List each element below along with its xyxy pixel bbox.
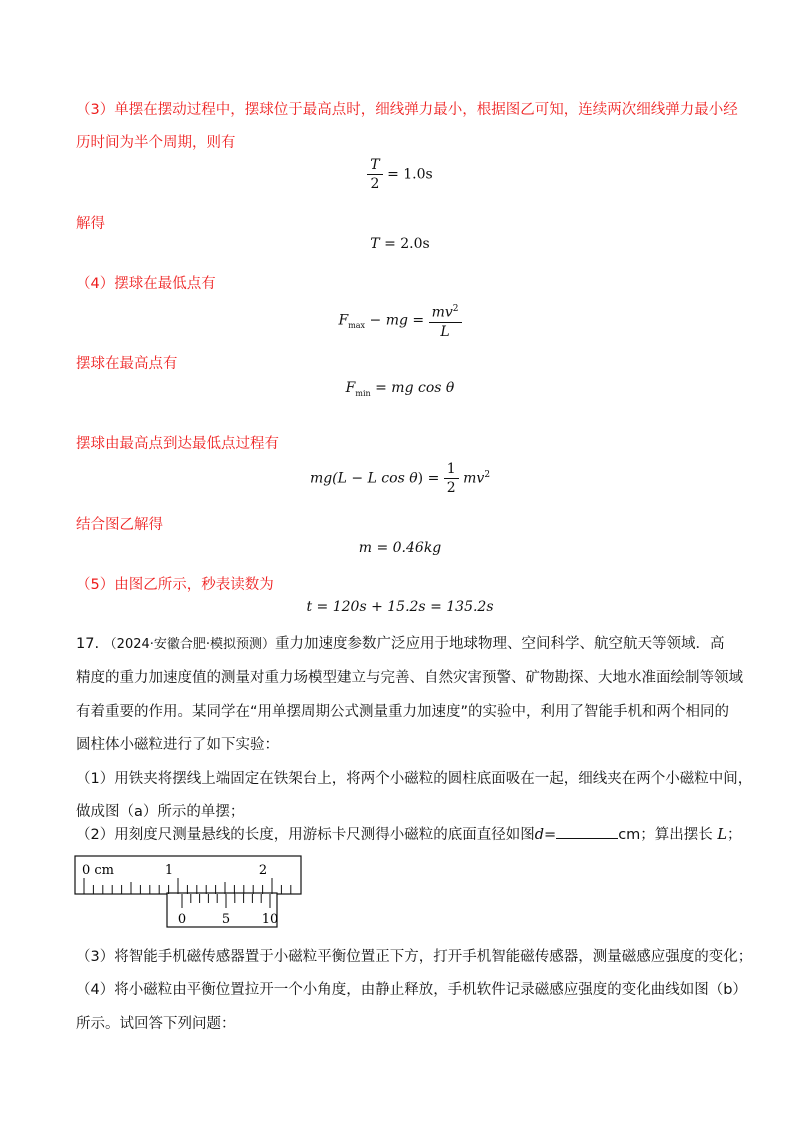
answer-solve-label-1: 解得 [76,216,105,232]
question-source: （2024·安徽合肥·模拟预测） [103,637,276,652]
question-17-line3: 有着重要的作用。某同学在“用单摆周期公式测量重力加速度”的实验中，利用了智能手机和两个相同的 [76,704,730,720]
answer-part4-line: （4）摆球在最低点有 [76,276,216,292]
step1-line2: 做成图（a）所示的单摆； [76,804,245,820]
question-17-line4: 圆柱体小磁粒进行了如下实验： [76,737,279,753]
equation-highest-point: $F_{min}$ = mg cos θ [345,380,455,398]
answer-top-point-label: 摆球在最高点有 [76,356,178,372]
equation-energy: mg(L − L cos θ) = $\frac{1}{2}$ $mv^2$ [309,461,491,496]
main-label-1: 1 [164,863,174,878]
step4-line1: （4）将小磁粒由平衡位置拉开一个小角度，由静止释放，手机软件记录磁感应强度的变化曲线如图（b） [76,982,747,998]
vernier-label-10: 10 [261,912,279,927]
vernier-caliper-diagram [74,853,306,929]
question-17-line2: 精度的重力加速度值的测量对重力场模型建立与完善、自然灾害预警、矿物勘探、大地水准面绘制等领域 [76,670,743,686]
step2-line: （2）用刻度尺测量悬线的长度，用游标卡尺测得小磁粒的底面直径如图d= cm；算出摆长 L； [76,823,742,844]
length-variable: L [717,827,728,843]
step1-line1: （1）用铁夹将摆线上端固定在铁架台上，将两个小磁粒的圆柱底面吸在一起，细线夹在两个小磁粒中间， [76,771,753,787]
step4-line2: 所示。试回答下列问题： [76,1016,236,1032]
answer-combine-label: 结合图乙解得 [76,517,163,533]
answer-part5-line: （5）由图乙所示，秒表读数为 [76,577,274,593]
answer-part3-line1: （3）单摆在摆动过程中，摆球位于最高点时，细线弹力最小，根据图乙可知，连续两次细线弹力最小经 [76,102,738,118]
vernier-label-0: 0 [177,912,187,927]
answer-part3-line2: 历时间为半个周期，则有 [76,135,236,151]
equation-stopwatch: t = 120s + 15.2s = 135.2s [306,599,494,615]
main-label-0: 0 cm [82,863,115,878]
equation-mass: m = 0.46kg [358,540,442,556]
vernier-label-5: 5 [221,912,231,927]
answer-process-label: 摆球由最高点到达最低点过程有 [76,436,279,452]
diameter-variable: d [534,827,545,843]
question-17-line1 [76,632,725,653]
question-intro-1: 重力加速度参数广泛应用于地球物理、空间科学、航空航天等领域．高 [275,636,725,652]
equation-period: T = 2.0s [370,236,430,252]
step3-line: （3）将智能手机磁传感器置于小磁粒平衡位置正下方，打开手机智能磁传感器，测量磁感应强度的变化； [76,949,753,965]
equation-half-period: $\frac{T}{2}$ = 1.0s [0,156,800,193]
answer-blank-diameter[interactable] [556,824,618,839]
question-number: 17. [76,636,100,652]
equation-lowest-point: $F_{max}$ − mg = $\frac{mv^2}{L}$ [0,300,800,341]
main-label-2: 2 [258,863,268,878]
